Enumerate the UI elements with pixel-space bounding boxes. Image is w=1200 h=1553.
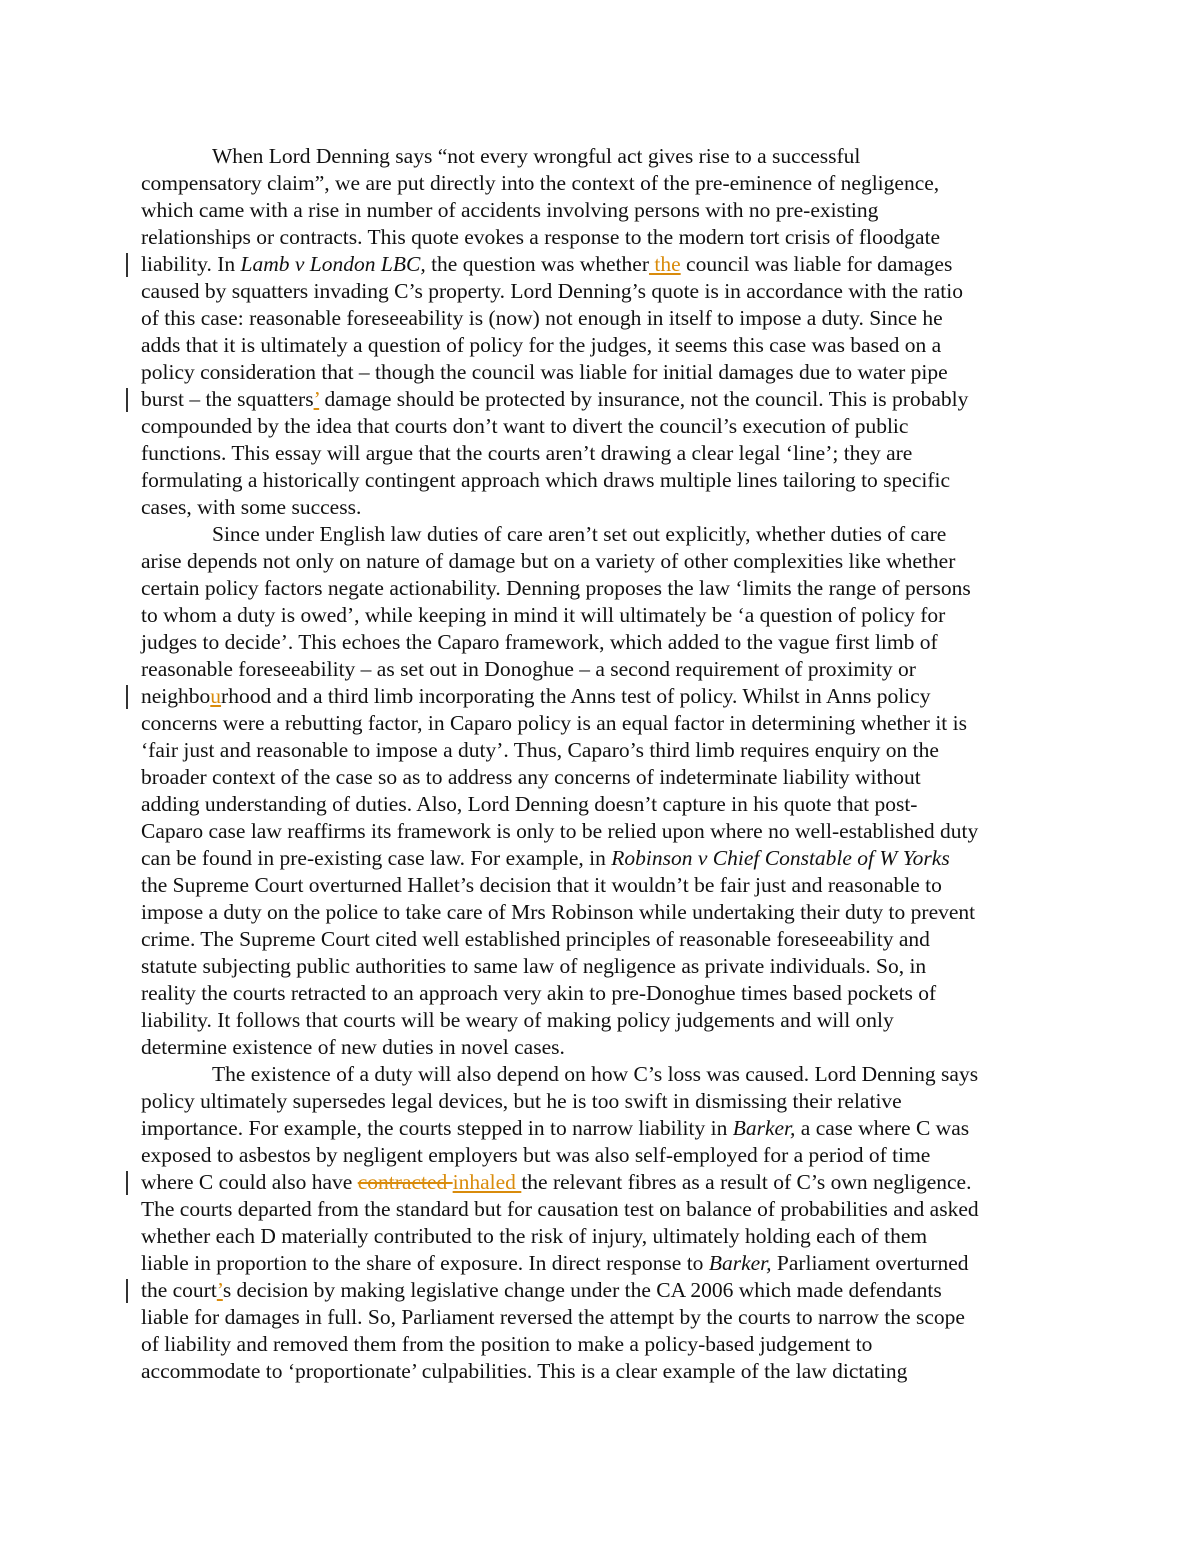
paragraph-line: the court’s decision by making legislative change under the CA 2006 which made defendants [141,1278,942,1302]
paragraph-line: relationships or contracts. This quote evokes a response to the modern tort crisis of floodgate [141,225,941,249]
paragraph-line: crime. The Supreme Court cited well established principles of reasonable foreseeability and [141,927,930,951]
paragraph-line: whether each D materially contributed to the risk of injury, ultimately holding each of them [141,1224,928,1248]
paragraph-line: accommodate to ‘proportionate’ culpabilities. This is a clear example of the law dictating [141,1359,908,1383]
paragraph-line: of liability and removed them from the position to make a policy-based judgement to [141,1332,873,1356]
tracked-insertion: inhaled [452,1170,522,1194]
paragraph-line: formulating a historically contingent approach which draws multiple lines tailoring to specific [141,468,951,492]
change-bar [126,685,128,709]
paragraph-line: to whom a duty is owed’, while keeping in mind it will ultimately be ‘a question of policy for [141,603,946,627]
paragraph-line: impose a duty on the police to take care of Mrs Robinson while undertaking their duty to prevent [141,900,976,924]
paragraph-line: policy consideration that – though the council was liable for initial damages due to water pipe [141,360,948,384]
paragraph-line: broader context of the case so as to address any concerns of indeterminate liability without [141,765,921,789]
case-citation: Robinson v Chief Constable of W Yorks [611,846,950,870]
tracked-insertion: u [210,684,222,708]
case-citation: Lamb v London LBC, [240,252,426,276]
paragraph-line: reality the courts retracted to an approach very akin to pre-Donoghue times based pockets of [141,981,937,1005]
paragraph-line: adds that it is ultimately a question of policy for the judges, it seems this case was based on a [141,333,942,357]
case-citation: Barker, [708,1251,772,1275]
paragraph-line: liable for damages in full. So, Parliament reversed the attempt by the courts to narrow the scope [141,1305,965,1329]
paragraph-line: neighbourhood and a third limb incorporating the Anns test of policy. Whilst in Anns policy [141,684,931,708]
paragraph-line: compensatory claim”, we are put directly into the context of the pre-eminence of negligence, [141,171,940,195]
paragraph-line: determine existence of new duties in novel cases. [141,1035,565,1059]
paragraph-line: which came with a rise in number of accidents involving persons with no pre-existing [141,198,879,222]
paragraph-line: statute subjecting public authorities to same law of negligence as private individuals. So, in [141,954,927,978]
tracked-insertion: ’ [313,387,320,411]
tracked-insertion: ’ [216,1278,223,1302]
paragraph-line: functions. This essay will argue that the courts aren’t drawing a clear legal ‘line’; they are [141,441,913,465]
paragraph-line: Since under English law duties of care aren’t set out explicitly, whether duties of care [212,522,947,546]
paragraph-line: where C could also have contracted inhaled the relevant fibres as a result of C’s own negligence. [141,1170,972,1194]
paragraph-line: ‘fair just and reasonable to impose a duty’. Thus, Caparo’s third limb requires enquiry on the [141,738,939,762]
paragraph-line: caused by squatters invading C’s property. Lord Denning’s quote is in accordance with the ratio [141,279,963,303]
paragraph-line: exposed to asbestos by negligent employers but was also self-employed for a period of time [141,1143,931,1167]
paragraph-line: arise depends not only on nature of damage but on a variety of other complexities like whether [141,549,956,573]
paragraph-line: certain policy factors negate actionability. Denning proposes the law ‘limits the range of persons [141,576,971,600]
paragraph-line: liable in proportion to the share of exposure. In direct response to Barker, Parliament overturned [141,1251,969,1275]
paragraph-line: adding understanding of duties. Also, Lord Denning doesn’t capture in his quote that post- [141,792,918,816]
paragraph-line: liability. It follows that courts will be weary of making policy judgements and will only [141,1008,894,1032]
change-bar [126,1279,128,1303]
paragraph-line: judges to decide’. This echoes the Caparo framework, which added to the vague first limb of [141,630,938,654]
paragraph-line: liability. In Lamb v London LBC, the question was whether the council was liable for damages [141,252,953,276]
paragraph-line: concerns were a rebutting factor, in Caparo policy is an equal factor in determining whether it is [141,711,967,735]
change-bar [126,388,128,412]
paragraph-line: the Supreme Court overturned Hallet’s decision that it wouldn’t be fair just and reasonable to [141,873,942,897]
tracked-deletion: contracted [357,1170,453,1194]
change-bar [126,253,128,277]
paragraph-line: of this case: reasonable foreseeability is (now) not enough in itself to impose a duty. Since he [141,306,943,330]
paragraph-line: burst – the squatters’ damage should be protected by insurance, not the council. This is probably [141,387,969,411]
paragraph-line: The existence of a duty will also depend on how C’s loss was caused. Lord Denning says [212,1062,979,1086]
paragraph-line: Caparo case law reaffirms its framework is only to be relied upon where no well-established duty [141,819,979,843]
paragraph-line: The courts departed from the standard but for causation test on balance of probabilities and asked [141,1197,979,1221]
paragraph-line: cases, with some success. [141,495,362,519]
paragraph-line: policy ultimately supersedes legal devices, but he is too swift in dismissing their relative [141,1089,902,1113]
case-citation: Barker, [732,1116,796,1140]
paragraph-line: compounded by the idea that courts don’t want to divert the council’s execution of public [141,414,909,438]
paragraph-line: can be found in pre-existing case law. For example, in Robinson v Chief Constable of W Yorks [141,846,950,870]
tracked-insertion: the [649,252,681,276]
paragraph-line: When Lord Denning says “not every wrongful act gives rise to a successful [212,144,861,168]
paragraph-line: reasonable foreseeability – as set out in Donoghue – a second requirement of proximity or [141,657,916,681]
paragraph-line: importance. For example, the courts stepped in to narrow liability in Barker, a case where C was [141,1116,970,1140]
change-bar [126,1171,128,1195]
